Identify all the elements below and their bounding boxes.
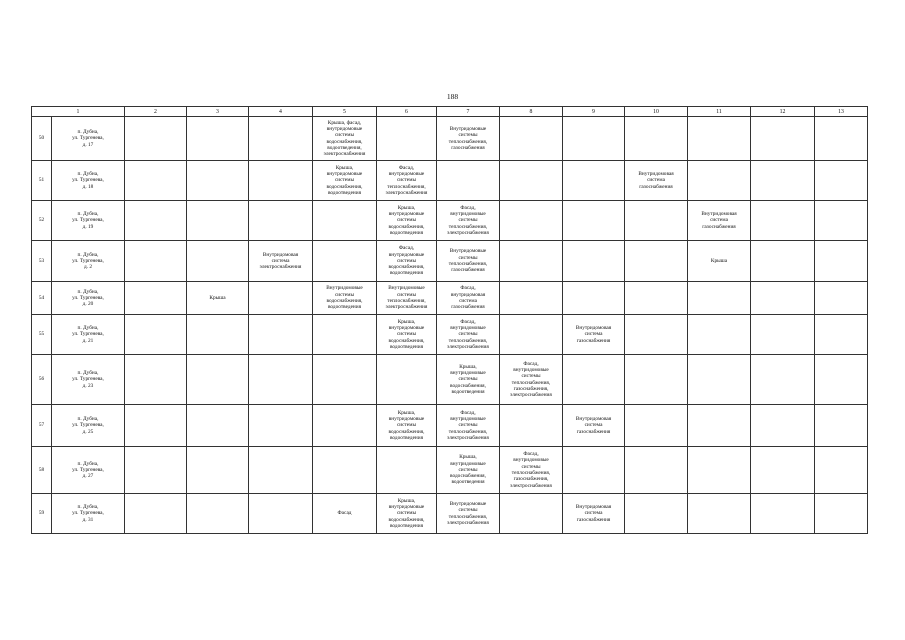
address-text: п. Дубна, ул. Тургенева, д. 2 (72, 251, 104, 271)
work-text: Внутридомовая система электроснабжения (259, 251, 302, 271)
work-cell (377, 161, 437, 201)
work-cell (751, 494, 815, 534)
work-text: Внутридомовые системы водоснабжения, водоотведения (326, 285, 363, 311)
work-text: Внутридомовые системы теплоснабжения, газоснабжения (448, 125, 488, 151)
column-header: 5 (313, 107, 377, 117)
work-cell (125, 201, 187, 241)
table-body (32, 107, 868, 534)
work-cell (500, 161, 563, 201)
work-cell (249, 447, 313, 494)
address-cell (52, 117, 125, 161)
row-number: 58 (32, 447, 52, 494)
work-cell (625, 241, 688, 282)
work-cell (563, 447, 625, 494)
work-cell (563, 161, 625, 201)
address-text: п. Дубна, ул. Тургенева, д. 23 (72, 370, 104, 389)
work-cell (125, 315, 187, 355)
work-cell (125, 494, 187, 534)
work-cell (125, 241, 187, 282)
work-cell (751, 405, 815, 447)
work-cell (563, 355, 625, 405)
work-text: Фасад (337, 510, 352, 517)
work-text: Внутридомовые системы теплоснабжения, газоснабжения (448, 248, 488, 274)
work-cell (500, 282, 563, 315)
work-cell (500, 447, 563, 494)
row-number: 55 (32, 315, 52, 355)
work-cell (249, 315, 313, 355)
address-text: п. Дубна, ул. Тургенева, д. 27 (72, 460, 104, 480)
page-number: 188 (446, 92, 459, 101)
work-cell (625, 494, 688, 534)
work-cell (377, 447, 437, 494)
work-cell (187, 494, 249, 534)
address-text: п. Дубна, ул. Тургенева, д. 20 (72, 288, 104, 308)
work-cell (563, 117, 625, 161)
work-text: Внутридомовые системы теплоснабжения, электроснабжения (447, 500, 489, 526)
row-number: 57 (32, 405, 52, 447)
address-cell (52, 355, 125, 405)
work-cell (625, 355, 688, 405)
work-cell (751, 241, 815, 282)
work-cell (815, 494, 868, 534)
work-cell (625, 117, 688, 161)
work-text: Внутридомовые системы теплоснабжения, электроснабжения (385, 285, 428, 311)
work-cell (437, 315, 500, 355)
address-text: п. Дубна, ул. Тургенева, д. 31 (72, 504, 104, 523)
table-row (32, 494, 868, 534)
work-cell (437, 282, 500, 315)
work-cell (313, 282, 377, 315)
work-cell (751, 355, 815, 405)
address-text: п. Дубна, ул. Тургенева, д. 21 (72, 325, 104, 344)
address-cell (52, 494, 125, 534)
address-text: п. Дубна, ул. Тургенева, д. 19 (72, 211, 104, 230)
work-cell (815, 355, 868, 405)
work-cell (751, 201, 815, 241)
work-cell (500, 201, 563, 241)
work-cell (313, 405, 377, 447)
work-cell (187, 405, 249, 447)
work-cell (751, 282, 815, 315)
column-header: 7 (437, 107, 500, 117)
work-cell (500, 117, 563, 161)
work-cell (249, 494, 313, 534)
work-cell (815, 447, 868, 494)
work-cell (187, 355, 249, 405)
work-cell (125, 161, 187, 201)
address-text: п. Дубна, ул. Тургенева, д. 18 (72, 171, 104, 190)
address-text: п. Дубна, ул. Тургенева, д. 17 (72, 129, 104, 148)
work-text: Фасад, внутридомовые системы теплоснабжения, электроснабжения (447, 204, 489, 236)
work-cell (313, 117, 377, 161)
work-text: Крыша (710, 257, 728, 264)
work-text: Крыша, внутридомовые системы водоснабжения, водоотведения (326, 164, 363, 196)
table-row (32, 315, 868, 355)
work-cell (437, 161, 500, 201)
work-cell (563, 241, 625, 282)
work-cell (187, 282, 249, 315)
work-cell (313, 355, 377, 405)
address-cell (52, 315, 125, 355)
row-number: 59 (32, 494, 52, 534)
work-cell (688, 241, 751, 282)
work-cell (751, 117, 815, 161)
work-cell (437, 241, 500, 282)
work-cell (313, 494, 377, 534)
work-cell (815, 282, 868, 315)
table-row (32, 282, 868, 315)
work-cell (187, 315, 249, 355)
work-cell (751, 315, 815, 355)
column-header: 1 (32, 107, 125, 117)
repair-schedule-table (31, 106, 868, 534)
work-text: Фасад, внутридомовые системы теплоснабжения, газоснабжения, электроснабжения (510, 451, 552, 489)
row-number: 53 (32, 241, 52, 282)
address-cell (52, 241, 125, 282)
work-cell (187, 201, 249, 241)
work-cell (313, 201, 377, 241)
work-text: Фасад, внутридомовые системы водоснабжения, водоотведения (388, 245, 425, 277)
work-cell (125, 117, 187, 161)
row-number: 50 (32, 117, 52, 161)
work-text: Внутридомовая система газоснабжения (575, 416, 612, 435)
work-cell (625, 447, 688, 494)
column-header: 10 (625, 107, 688, 117)
work-cell (500, 315, 563, 355)
work-cell (815, 241, 868, 282)
work-cell (751, 447, 815, 494)
work-cell (688, 117, 751, 161)
work-cell (377, 117, 437, 161)
table-row (32, 201, 868, 241)
work-cell (563, 315, 625, 355)
column-header: 11 (688, 107, 751, 117)
work-cell (625, 161, 688, 201)
work-text: Крыша, внутридомовые системы водоснабжения, водоотведения (388, 409, 425, 441)
work-cell (437, 405, 500, 447)
work-cell (563, 405, 625, 447)
work-cell (125, 355, 187, 405)
column-header: 9 (563, 107, 625, 117)
work-text: Крыша, внутридомовые системы водоснабжения, водоотведения (388, 204, 425, 236)
work-cell (625, 282, 688, 315)
work-cell (187, 117, 249, 161)
work-text: Внутридомовая система газоснабжения (575, 325, 612, 344)
work-cell (688, 405, 751, 447)
column-header: 6 (377, 107, 437, 117)
work-cell (437, 355, 500, 405)
row-number: 51 (32, 161, 52, 201)
work-cell (688, 494, 751, 534)
work-cell (500, 405, 563, 447)
work-text: Крыша (209, 294, 226, 301)
work-cell (815, 161, 868, 201)
row-number: 56 (32, 355, 52, 405)
work-cell (815, 315, 868, 355)
work-cell (249, 241, 313, 282)
work-cell (187, 447, 249, 494)
column-header: 12 (751, 107, 815, 117)
table-row (32, 117, 868, 161)
table-row (32, 447, 868, 494)
row-number: 54 (32, 282, 52, 315)
work-cell (249, 405, 313, 447)
work-cell (313, 447, 377, 494)
work-cell (377, 355, 437, 405)
work-text: Крыша, внутридомовые системы водоснабжения, водоотведения (388, 497, 425, 529)
work-cell (249, 201, 313, 241)
work-cell (313, 241, 377, 282)
work-text: Внутридомовая система газоснабжения (701, 211, 737, 230)
table-row (32, 355, 868, 405)
work-text: Крыша, внутридомовые системы водоснабжения, водоотведения (450, 363, 486, 395)
address-cell (52, 161, 125, 201)
work-cell (563, 494, 625, 534)
column-header: 13 (815, 107, 868, 117)
work-cell (625, 315, 688, 355)
address-text: п. Дубна, ул. Тургенева, д. 25 (72, 416, 104, 435)
work-cell (688, 315, 751, 355)
table-row (32, 405, 868, 447)
work-cell (249, 355, 313, 405)
work-cell (249, 282, 313, 315)
address-cell (52, 447, 125, 494)
work-cell (437, 447, 500, 494)
work-cell (249, 161, 313, 201)
column-header: 4 (249, 107, 313, 117)
work-cell (563, 201, 625, 241)
work-cell (688, 355, 751, 405)
work-cell (563, 282, 625, 315)
table-row (32, 241, 868, 282)
column-header: 8 (500, 107, 563, 117)
work-cell (187, 161, 249, 201)
work-text: Внутридомовая система газоснабжения (575, 504, 612, 523)
address-cell (52, 201, 125, 241)
work-cell (125, 447, 187, 494)
work-cell (377, 494, 437, 534)
work-text: Фасад, внутридомовые системы теплоснабжения, электроснабжения (447, 409, 489, 441)
work-cell (377, 282, 437, 315)
work-text: Крыша, внутридомовые системы водоснабжения, водоотведения (450, 454, 486, 486)
work-cell (500, 241, 563, 282)
work-cell (500, 355, 563, 405)
work-cell (815, 201, 868, 241)
work-cell (815, 117, 868, 161)
work-cell (377, 241, 437, 282)
work-cell (313, 315, 377, 355)
work-cell (125, 405, 187, 447)
column-header: 2 (125, 107, 187, 117)
row-number: 52 (32, 201, 52, 241)
work-cell (688, 201, 751, 241)
work-cell (688, 161, 751, 201)
address-cell (52, 282, 125, 315)
work-cell (377, 201, 437, 241)
work-text: Внутридомовая система газоснабжения (638, 171, 674, 190)
table-row (32, 161, 868, 201)
work-cell (249, 117, 313, 161)
work-cell (625, 405, 688, 447)
work-text: Фасад, внутридомовая система газоснабжения (450, 285, 486, 311)
work-cell (187, 241, 249, 282)
column-header: 3 (187, 107, 249, 117)
work-cell (125, 282, 187, 315)
work-text: Фасад, внутридомовые системы теплоснабжения, электроснабжения (385, 164, 428, 196)
address-cell (52, 405, 125, 447)
work-cell (313, 161, 377, 201)
work-cell (377, 315, 437, 355)
work-text: Фасад, внутридомовые системы теплоснабжения, газоснабжения, электроснабжения (510, 360, 552, 399)
work-cell (437, 201, 500, 241)
work-text: Крыша, внутридомовые системы водоснабжения, водоотведения (388, 318, 425, 350)
work-cell (500, 494, 563, 534)
work-cell (815, 405, 868, 447)
header-row (32, 107, 868, 117)
work-cell (437, 494, 500, 534)
work-text: Фасад, внутридомовые системы теплоснабжения, электроснабжения (447, 318, 489, 350)
work-cell (688, 282, 751, 315)
work-cell (751, 161, 815, 201)
work-cell (437, 117, 500, 161)
work-cell (377, 405, 437, 447)
work-text: Крыша, фасад, внутридомовые системы водоснабжения, водоотведения, электроснабжения (323, 119, 366, 158)
work-cell (625, 201, 688, 241)
work-cell (688, 447, 751, 494)
